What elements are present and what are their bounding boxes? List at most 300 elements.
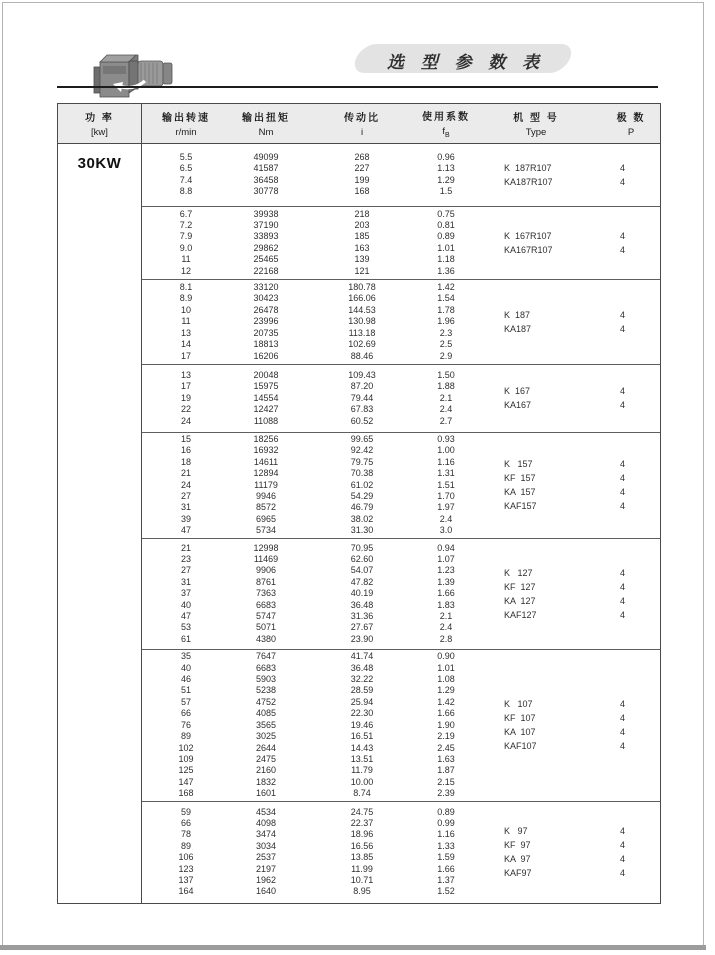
cell-factor: 2.4: [439, 513, 453, 524]
cell-ratio: 22.30: [350, 708, 374, 719]
cell-factor: 1.97: [437, 502, 455, 513]
table-row: [142, 754, 470, 765]
table-row: [142, 674, 470, 685]
table-row: [142, 282, 470, 293]
group-1: [142, 144, 660, 206]
cell-factor: 1.59: [437, 852, 455, 863]
cell-poles: 4: [619, 487, 625, 498]
cell-ratio: 130.98: [348, 316, 376, 327]
cell-torque: 7363: [255, 588, 277, 599]
cell-factor: 1.18: [437, 254, 455, 265]
cell-torque: 6683: [255, 599, 277, 610]
model-row: [470, 697, 660, 711]
cell-torque: 6965: [255, 513, 277, 524]
table-row: [142, 502, 470, 513]
model-row: [470, 711, 660, 725]
cell-factor: 1.00: [437, 445, 455, 456]
cell-torque: 49099: [253, 152, 279, 162]
cell-type: K 157: [504, 459, 533, 470]
cell-ratio: 62.60: [350, 554, 374, 564]
cell-type: K 187: [504, 309, 531, 320]
table-row: [142, 293, 470, 304]
header-factor-unit: $f_B$: [442, 126, 450, 139]
cell-torque: 33120: [253, 282, 279, 293]
cell-ratio: 79.75: [350, 456, 374, 467]
group-models: [470, 434, 660, 537]
cell-ratio: 36.48: [350, 662, 374, 673]
cell-factor: 1.78: [437, 304, 455, 315]
cell-factor: 1.37: [437, 874, 455, 885]
group-models: [470, 370, 660, 427]
table-row: [142, 708, 470, 719]
cell-type: K 107: [504, 699, 533, 710]
table-row: [142, 622, 470, 633]
header-power: [58, 104, 142, 143]
cell-factor: 1.31: [437, 468, 455, 479]
table-row: [142, 231, 470, 242]
cell-type: KF 157: [504, 473, 536, 484]
cell-speed: 8.8: [179, 186, 193, 197]
table-row: [142, 841, 470, 852]
cell-factor: 1.70: [437, 490, 455, 501]
cell-torque: 5903: [255, 674, 277, 685]
cell-speed: 47: [180, 611, 191, 622]
cell-ratio: 87.20: [350, 381, 374, 392]
cell-factor: 1.88: [437, 381, 455, 392]
cell-ratio: 54.29: [350, 490, 374, 501]
model-row: [470, 471, 660, 485]
table-row: [142, 886, 470, 897]
table-row: [142, 266, 470, 277]
table-row: [142, 743, 470, 754]
model-row: [470, 485, 660, 499]
group-7: [142, 649, 660, 800]
cell-torque: 1640: [255, 886, 277, 897]
cell-torque: 5071: [255, 622, 277, 633]
table-row: [142, 731, 470, 742]
cell-speed: 59: [180, 806, 191, 817]
cell-type: K 187R107: [504, 162, 552, 173]
cell-torque: 12894: [253, 468, 279, 479]
cell-ratio: 22.37: [350, 817, 374, 828]
cell-torque: 6683: [255, 662, 277, 673]
cell-factor: 0.75: [437, 208, 455, 219]
cell-type: KA 157: [504, 487, 536, 498]
table-row: [142, 480, 470, 491]
group-rows: [142, 651, 470, 799]
table-row: [142, 370, 470, 381]
cell-torque: 20735: [253, 327, 279, 338]
cell-poles: 4: [619, 699, 625, 710]
cell-torque: 30423: [253, 293, 279, 304]
cell-type: KA167: [504, 400, 532, 411]
cell-poles: 4: [619, 162, 625, 173]
cell-factor: 1.29: [437, 174, 455, 185]
cell-speed: 31: [180, 576, 191, 587]
cell-speed: 11: [181, 254, 191, 265]
cell-speed: 17: [180, 350, 191, 361]
power-value: 30KW: [77, 155, 122, 172]
table-row: [142, 152, 470, 163]
model-row: [470, 499, 660, 513]
table-row: [142, 243, 470, 254]
cell-speed: 168: [178, 788, 194, 799]
group-2: [142, 206, 660, 279]
cell-ratio: 13.51: [350, 753, 374, 764]
header-power-unit: [kw]: [91, 127, 108, 138]
cell-speed: 31: [180, 502, 191, 513]
group-6: [142, 538, 660, 650]
cell-speed: 39: [180, 513, 191, 524]
model-row: [470, 580, 660, 594]
cell-ratio: 79.44: [350, 392, 374, 403]
cell-speed: 47: [180, 525, 191, 536]
cell-ratio: 27.67: [350, 622, 374, 633]
table-row: [142, 525, 470, 536]
cell-factor: 2.7: [439, 415, 453, 426]
table-row: [142, 254, 470, 265]
header-power-label: 功 率: [85, 113, 114, 124]
group-rows: [142, 209, 470, 277]
cell-factor: 1.54: [437, 293, 455, 304]
cell-poles: 4: [619, 386, 625, 397]
cell-factor: 2.8: [439, 633, 453, 644]
group-rows: [142, 807, 470, 898]
cell-torque: 37190: [253, 220, 279, 231]
cell-torque: 2537: [255, 852, 277, 863]
cell-speed: 102: [178, 742, 194, 753]
table-row: [142, 777, 470, 788]
cell-factor: 1.42: [437, 696, 455, 707]
cell-ratio: 46.79: [350, 502, 374, 513]
cell-factor: 2.45: [437, 742, 455, 753]
cell-poles: 4: [619, 840, 625, 851]
cell-poles: 4: [619, 713, 625, 724]
model-row: [470, 594, 660, 608]
cell-ratio: 218: [354, 208, 370, 219]
model-row: [470, 566, 660, 580]
cell-speed: 123: [178, 863, 194, 874]
cell-ratio: 67.83: [350, 404, 374, 415]
table-row: [142, 818, 470, 829]
group-rows: [142, 152, 470, 198]
cell-speed: 11: [181, 316, 191, 327]
cell-factor: 1.50: [437, 369, 455, 380]
header-torque-unit: Nm: [258, 127, 274, 138]
cell-speed: 40: [180, 662, 191, 673]
table-row: [142, 445, 470, 456]
model-row: [470, 852, 660, 866]
cell-torque: 5238: [255, 685, 277, 696]
power-column: [58, 144, 142, 903]
cell-ratio: 31.30: [350, 525, 374, 536]
header-factor-unit-sub: B: [444, 131, 450, 139]
cell-ratio: 109.43: [348, 369, 376, 380]
table-row: [142, 697, 470, 708]
group-5: [142, 432, 660, 538]
cell-ratio: 10.71: [350, 874, 374, 885]
table-row: [142, 186, 470, 197]
cell-type: KA 127: [504, 595, 536, 606]
cell-poles: 4: [619, 595, 625, 606]
header-rule: [57, 86, 658, 88]
cell-torque: 11088: [253, 415, 279, 426]
table-row: [142, 163, 470, 174]
cell-factor: 2.19: [437, 731, 455, 742]
table-row: [142, 404, 470, 415]
cell-speed: 5.5: [179, 152, 193, 162]
model-row: [470, 725, 660, 739]
cell-speed: 14: [180, 339, 191, 350]
cell-poles: 4: [619, 854, 625, 865]
cell-type: K 97: [504, 826, 528, 837]
table-row: [142, 351, 470, 362]
table-row: [142, 685, 470, 696]
table-row: [142, 434, 470, 445]
cell-ratio: 61.02: [350, 479, 374, 490]
cell-ratio: 19.46: [350, 719, 374, 730]
table-row: [142, 381, 470, 392]
model-row: [470, 175, 660, 189]
cell-speed: 66: [180, 817, 191, 828]
cell-poles: 4: [619, 868, 625, 879]
table-row: [142, 634, 470, 645]
model-row: [470, 398, 660, 412]
model-row: [470, 308, 660, 322]
cell-speed: 24: [180, 479, 191, 490]
model-row: [470, 739, 660, 753]
group-rows: [142, 370, 470, 427]
cell-torque: 1962: [255, 874, 277, 885]
group-8: [142, 801, 660, 903]
cell-speed: 19: [180, 392, 191, 403]
cell-factor: 2.5: [439, 339, 453, 350]
cell-ratio: 166.06: [348, 293, 376, 304]
cell-ratio: 54.07: [350, 565, 374, 576]
cell-ratio: 23.90: [350, 633, 374, 644]
cell-type: KA167R107: [504, 244, 553, 255]
header-type-unit: Type: [525, 127, 547, 138]
header-torque: [230, 104, 302, 143]
cell-speed: 27: [180, 490, 191, 501]
cell-speed: 18: [180, 456, 191, 467]
cell-factor: 1.51: [437, 479, 455, 490]
cell-torque: 2475: [255, 753, 277, 764]
cell-ratio: 31.36: [350, 611, 374, 622]
cell-speed: 27: [180, 565, 191, 576]
table-row: [142, 339, 470, 350]
cell-ratio: 70.95: [350, 542, 374, 553]
cell-torque: 30778: [253, 186, 279, 197]
cell-torque: 4380: [255, 633, 277, 644]
cell-type: K 167: [504, 386, 531, 397]
gearmotor-photo-icon: [93, 49, 179, 109]
cell-factor: 2.39: [437, 788, 455, 799]
header-torque-label: 输出扭矩: [242, 113, 290, 124]
table-row: [142, 457, 470, 468]
cell-factor: 2.4: [439, 622, 453, 633]
table-row: [142, 588, 470, 599]
cell-poles: 4: [619, 176, 625, 187]
cell-torque: 1832: [255, 776, 277, 787]
cell-factor: 1.96: [437, 316, 455, 327]
cell-ratio: 180.78: [348, 282, 376, 293]
cell-speed: 6.5: [179, 163, 193, 174]
cell-type: K 167R107: [504, 230, 552, 241]
table-row: [142, 393, 470, 404]
cell-torque: 29862: [253, 242, 279, 253]
cell-poles: 4: [619, 459, 625, 470]
cell-torque: 8761: [255, 576, 277, 587]
cell-ratio: 28.59: [350, 685, 374, 696]
cell-ratio: 185: [354, 231, 370, 242]
cell-factor: 1.42: [437, 282, 455, 293]
cell-poles: 4: [619, 567, 625, 578]
table-row: [142, 565, 470, 576]
cell-torque: 9946: [255, 490, 277, 501]
table-row: [142, 305, 470, 316]
cell-torque: 15975: [253, 381, 279, 392]
cell-factor: 0.99: [437, 817, 455, 828]
cell-poles: 4: [619, 609, 625, 620]
cell-speed: 37: [180, 588, 191, 599]
cell-speed: 7.9: [179, 231, 193, 242]
table-row: [142, 720, 470, 731]
cell-type: KAF157: [504, 501, 537, 512]
header-poles-unit: P: [627, 127, 635, 138]
cell-factor: 0.90: [437, 651, 455, 662]
header-speed-unit: r/min: [175, 127, 197, 138]
model-row: [470, 866, 660, 880]
cell-torque: 33893: [253, 231, 279, 242]
cell-speed: 7.4: [179, 174, 193, 185]
cell-factor: 2.9: [439, 350, 453, 361]
cell-factor: 1.23: [437, 565, 455, 576]
table-row: [142, 852, 470, 863]
cell-torque: 26478: [253, 304, 279, 315]
cell-factor: 1.66: [437, 708, 455, 719]
cell-factor: 1.83: [437, 599, 455, 610]
cell-speed: 6.7: [179, 208, 193, 219]
cell-speed: 137: [178, 874, 194, 885]
model-row: [470, 824, 660, 838]
cell-torque: 2160: [255, 765, 277, 776]
cell-speed: 109: [178, 753, 194, 764]
cell-speed: 17: [180, 381, 191, 392]
cell-ratio: 92.42: [350, 445, 374, 456]
cell-speed: 13: [180, 369, 191, 380]
cell-speed: 147: [178, 776, 194, 787]
model-row: [470, 243, 660, 257]
cell-ratio: 102.69: [348, 339, 376, 350]
cell-torque: 20048: [253, 369, 279, 380]
cell-factor: 2.4: [439, 404, 453, 415]
cell-factor: 1.90: [437, 719, 455, 730]
table-row: [142, 600, 470, 611]
cell-factor: 1.16: [437, 829, 455, 840]
cell-torque: 18813: [253, 339, 279, 350]
cell-ratio: 14.43: [350, 742, 374, 753]
table-body: [58, 144, 660, 903]
cell-ratio: 16.56: [350, 840, 374, 851]
cell-factor: 1.39: [437, 576, 455, 587]
cell-type: KA 97: [504, 854, 531, 865]
cell-type: KA 107: [504, 727, 536, 738]
cell-factor: 1.36: [437, 265, 455, 276]
cell-torque: 2197: [255, 863, 277, 874]
cell-torque: 23996: [253, 316, 279, 327]
cell-ratio: 25.94: [350, 696, 374, 707]
header-poles: [602, 104, 660, 143]
cell-torque: 39938: [253, 208, 279, 219]
header-factor-label: 使用系数: [422, 112, 470, 124]
cell-torque: 14554: [253, 392, 279, 403]
cell-torque: 18256: [253, 433, 279, 444]
cell-type: KF 127: [504, 581, 536, 592]
group-models: [470, 543, 660, 646]
cell-torque: 4085: [255, 708, 277, 719]
cell-speed: 8.1: [179, 282, 193, 293]
table-row: [142, 491, 470, 502]
cell-speed: 89: [180, 840, 191, 851]
cell-factor: 1.63: [437, 753, 455, 764]
cell-ratio: 10.00: [350, 776, 374, 787]
cell-speed: 125: [178, 765, 194, 776]
cell-speed: 13: [180, 327, 191, 338]
cell-type: KAF107: [504, 741, 537, 752]
model-row: [470, 608, 660, 622]
cell-ratio: 199: [354, 174, 370, 185]
cell-ratio: 113.18: [348, 327, 376, 338]
cell-ratio: 16.51: [350, 731, 374, 742]
header-speed: [142, 104, 230, 143]
header-ratio-label: 传动比: [344, 113, 380, 124]
cell-factor: 1.13: [437, 163, 455, 174]
cell-speed: 22: [180, 404, 191, 415]
cell-poles: 4: [619, 501, 625, 512]
cell-factor: 1.01: [437, 242, 455, 253]
cell-speed: 76: [180, 719, 191, 730]
cell-torque: 1601: [255, 788, 277, 799]
cell-torque: 14611: [253, 456, 279, 467]
group-models: [470, 651, 660, 799]
cell-torque: 36458: [253, 174, 279, 185]
cell-torque: 41587: [253, 163, 279, 174]
cell-factor: 0.89: [437, 231, 455, 242]
cell-factor: 0.89: [437, 806, 455, 817]
cell-factor: 1.66: [437, 588, 455, 599]
table-row: [142, 611, 470, 622]
cell-factor: 2.15: [437, 776, 455, 787]
group-4: [142, 364, 660, 432]
cell-ratio: 144.53: [348, 304, 376, 315]
cell-speed: 9.0: [179, 242, 193, 253]
table-row: [142, 220, 470, 231]
group-models: [470, 807, 660, 898]
cell-ratio: 60.52: [350, 415, 374, 426]
cell-speed: 7.2: [179, 220, 193, 231]
cell-factor: 1.66: [437, 863, 455, 874]
cell-ratio: 227: [354, 163, 370, 174]
cell-type: KAF97: [504, 868, 532, 879]
cell-speed: 51: [180, 685, 191, 696]
header-speed-label: 输出转速: [162, 113, 210, 124]
cell-factor: 2.3: [439, 327, 453, 338]
cell-speed: 53: [180, 622, 191, 633]
cell-torque: 3034: [255, 840, 277, 851]
cell-poles: 4: [619, 826, 625, 837]
cell-speed: 12: [180, 265, 191, 276]
